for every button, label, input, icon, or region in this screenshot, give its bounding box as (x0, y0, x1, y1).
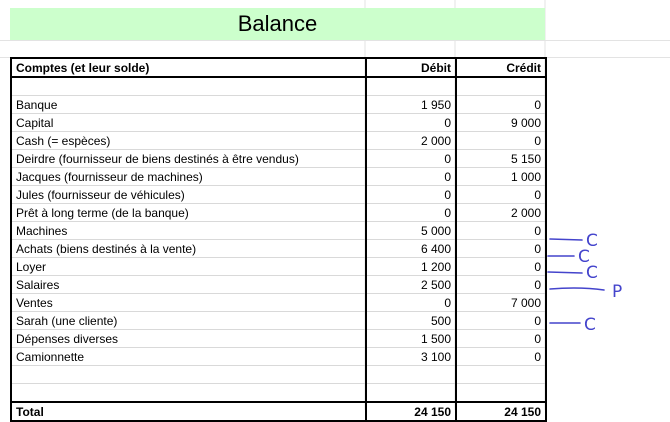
account-cell[interactable]: Jacques (fournisseur de machines) (11, 168, 366, 186)
account-cell[interactable]: Banque (11, 96, 366, 114)
account-cell[interactable]: Ventes (11, 294, 366, 312)
credit-cell[interactable]: 0 (456, 186, 546, 204)
table-row (11, 186, 546, 204)
table-row (11, 204, 546, 222)
table-row (11, 258, 546, 276)
account-cell[interactable]: Jules (fournisseur de véhicules) (11, 186, 366, 204)
annotation-letter-achats: C (586, 231, 598, 251)
debit-cell[interactable]: 6 400 (366, 240, 456, 258)
debit-cell[interactable]: 0 (366, 294, 456, 312)
account-cell[interactable]: Achats (biens destinés à la vente) (11, 240, 366, 258)
credit-cell[interactable]: 9 000 (456, 114, 546, 132)
annotation-letter-loyer: C (578, 247, 590, 267)
credit-cell[interactable]: 0 (456, 330, 546, 348)
table-row (11, 348, 546, 366)
table-row (11, 294, 546, 312)
table-row (11, 330, 546, 348)
table-row (11, 150, 546, 168)
annotation-letter-depenses: C (584, 315, 596, 335)
header-row (11, 58, 546, 77)
debit-cell[interactable]: 1 950 (366, 96, 456, 114)
account-cell[interactable]: Prêt à long terme (de la banque) (11, 204, 366, 222)
debit-cell[interactable]: 0 (366, 150, 456, 168)
debit-cell[interactable]: 3 100 (366, 348, 456, 366)
total-credit[interactable]: 24 150 (456, 402, 546, 421)
debit-cell[interactable]: 0 (366, 204, 456, 222)
total-row (11, 402, 546, 421)
account-cell[interactable]: Cash (= espèces) (11, 132, 366, 150)
table-row-empty (11, 384, 546, 403)
credit-cell[interactable]: 0 (456, 132, 546, 150)
debit-cell[interactable]: 0 (366, 168, 456, 186)
table-row (11, 132, 546, 150)
annotation-letter-salaires: C (586, 263, 598, 283)
account-cell[interactable]: Deirdre (fournisseur de biens destinés à être vendus) (11, 150, 366, 168)
table-row (11, 114, 546, 132)
header-account[interactable]: Comptes (et leur solde) (11, 58, 366, 77)
account-cell[interactable]: Loyer (11, 258, 366, 276)
header-debit[interactable]: Débit (366, 58, 456, 77)
table-row (11, 276, 546, 294)
header-credit[interactable]: Crédit (456, 58, 546, 77)
table-row-empty (11, 77, 546, 96)
balance-table (10, 57, 547, 422)
sheet-title: Balance (10, 8, 545, 40)
table-row (11, 240, 546, 258)
account-cell[interactable]: Capital (11, 114, 366, 132)
credit-cell[interactable]: 0 (456, 348, 546, 366)
credit-cell[interactable]: 0 (456, 222, 546, 240)
credit-cell[interactable]: 2 000 (456, 204, 546, 222)
table-row-empty (11, 366, 546, 384)
total-debit[interactable]: 24 150 (366, 402, 456, 421)
credit-cell[interactable]: 0 (456, 96, 546, 114)
table-row (11, 222, 546, 240)
debit-cell[interactable]: 2 500 (366, 276, 456, 294)
debit-cell[interactable]: 1 200 (366, 258, 456, 276)
annotation-letter-ventes: P (612, 282, 623, 302)
debit-cell[interactable]: 0 (366, 114, 456, 132)
total-label[interactable]: Total (11, 402, 366, 421)
credit-cell[interactable]: 0 (456, 276, 546, 294)
table-row (11, 168, 546, 186)
credit-cell[interactable]: 0 (456, 258, 546, 276)
debit-cell[interactable]: 0 (366, 186, 456, 204)
credit-cell[interactable]: 7 000 (456, 294, 546, 312)
credit-cell[interactable]: 1 000 (456, 168, 546, 186)
account-cell[interactable]: Machines (11, 222, 366, 240)
debit-cell[interactable]: 2 000 (366, 132, 456, 150)
debit-cell[interactable]: 5 000 (366, 222, 456, 240)
debit-cell[interactable]: 1 500 (366, 330, 456, 348)
debit-cell[interactable]: 500 (366, 312, 456, 330)
credit-cell[interactable]: 0 (456, 312, 546, 330)
table-row (11, 96, 546, 114)
account-cell[interactable]: Salaires (11, 276, 366, 294)
table-row (11, 312, 546, 330)
account-cell[interactable]: Dépenses diverses (11, 330, 366, 348)
credit-cell[interactable]: 5 150 (456, 150, 546, 168)
credit-cell[interactable]: 0 (456, 240, 546, 258)
account-cell[interactable]: Sarah (une cliente) (11, 312, 366, 330)
account-cell[interactable]: Camionnette (11, 348, 366, 366)
